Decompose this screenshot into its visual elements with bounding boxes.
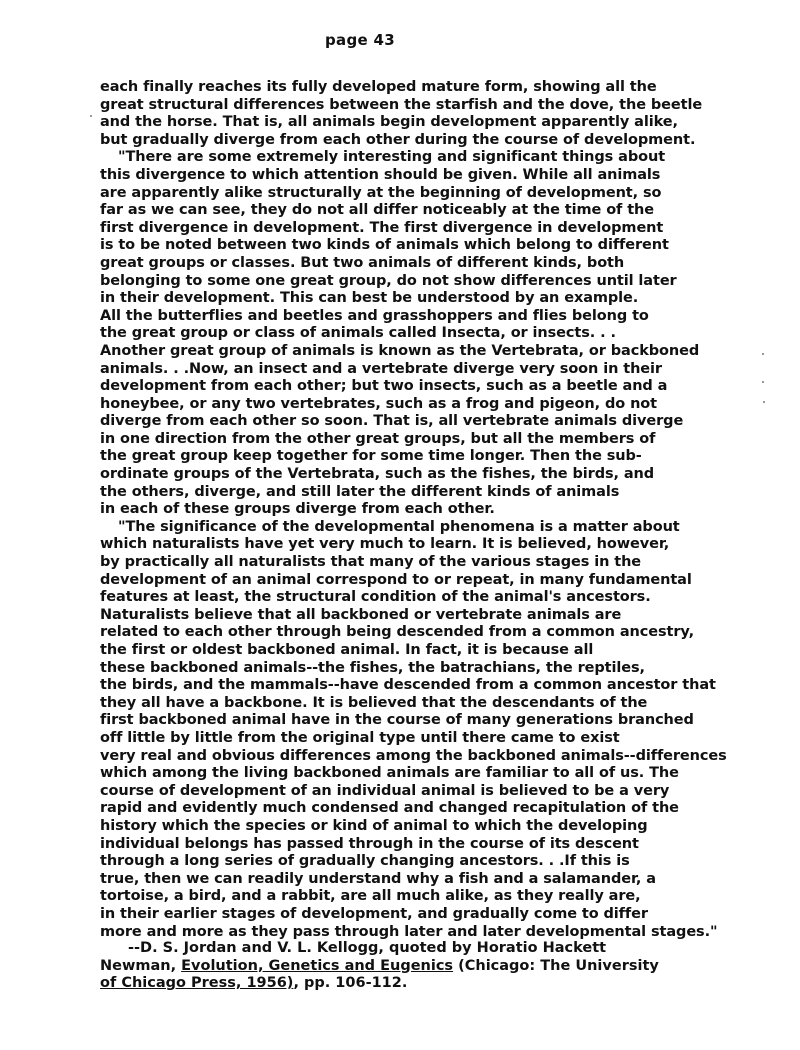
body-line: related to each other through being descended from a common ancestry,: [100, 624, 695, 641]
body-line: the great group or class of animals called Insecta, or insects. . .: [100, 325, 616, 342]
body-line: tortoise, a bird, and a rabbit, are all much alike, as they really are,: [100, 888, 641, 905]
body-line: in each of these groups diverge from each other.: [100, 501, 495, 518]
body-line: is to be noted between two kinds of animals which belong to different: [100, 237, 669, 254]
body-line: in their development. This can best be understood by an example.: [100, 290, 639, 307]
body-line: far as we can see, they do not all differ noticeably at the time of the: [100, 202, 655, 219]
body-line: the great group keep together for some time longer. Then the sub-: [100, 448, 642, 465]
book-title: Evolution, Genetics and Eugenics: [181, 957, 454, 974]
body-line: "There are some extremely interesting and significant things about: [118, 149, 666, 166]
body-line: Another great group of animals is known as the Vertebrata, or backboned: [100, 342, 700, 359]
body-line: are apparently alike structurally at the beginning of development, so: [100, 184, 662, 201]
body-line: but gradually diverge from each other during the course of development.: [100, 131, 696, 148]
body-line: which among the living backboned animals are familiar to all of us. The: [100, 765, 679, 782]
body-line: first divergence in development. The first divergence in development: [100, 219, 664, 236]
scan-speck: [90, 115, 92, 117]
scan-speck: [762, 381, 764, 383]
body-line: animals. . .Now, an insect and a vertebrate diverge very soon in their: [100, 360, 662, 377]
body-line: great groups or classes. But two animals of different kinds, both: [100, 254, 625, 271]
body-line: honeybee, or any two vertebrates, such as a frog and pigeon, do not: [100, 395, 657, 412]
body-line: first backboned animal have in the course of many generations branched: [100, 712, 694, 729]
body-line: these backboned animals--the fishes, the batrachians, the reptiles,: [100, 659, 645, 676]
body-line: great structural differences between the starfish and the dove, the beetle: [100, 96, 703, 113]
body-line: "The significance of the developmental phenomena is a matter about: [118, 518, 680, 535]
body-line: through a long series of gradually changing ancestors. . .If this is: [100, 853, 630, 870]
scan-speck: [762, 353, 764, 355]
citation-author-prefix: Newman,: [100, 957, 182, 974]
body-line: in one direction from the other great groups, but all the members of: [100, 430, 656, 447]
body-line: Naturalists believe that all backboned or vertebrate animals are: [100, 606, 622, 623]
body-line: features at least, the structural condition of the animal's ancestors.: [100, 589, 651, 606]
body-line: by practically all naturalists that many of the various stages in the: [100, 554, 642, 571]
body-line: the birds, and the mammals--have descended from a common ancestor that: [100, 677, 716, 694]
scan-speck: [763, 401, 765, 403]
body-line: individual belongs has passed through in the course of its descent: [100, 835, 639, 852]
body-line: this divergence to which attention should be given. While all animals: [100, 166, 661, 183]
body-line: diverge from each other so soon. That is, all vertebrate animals diverge: [100, 413, 684, 430]
body-line: the first or oldest backboned animal. In fact, it is because all: [100, 642, 594, 658]
citation-line-3: [100, 975, 760, 993]
body-line: the others, diverge, and still later the different kinds of animals: [100, 483, 620, 500]
body-line: off little by little from the original type until there came to exist: [100, 729, 620, 746]
body-line: each finally reaches its fully developed mature form, showing all the: [100, 79, 657, 95]
body-line: which naturalists have yet very much to learn. It is believed, however,: [100, 536, 670, 553]
citation-publisher-end: of Chicago Press, 1956): [100, 975, 294, 992]
body-line: belonging to some one great group, do not show differences until later: [100, 272, 677, 289]
body-line: ordinate groups of the Vertebrata, such as the fishes, the birds, and: [100, 466, 655, 483]
citation: [100, 940, 760, 993]
body-line: more and more as they pass through later and later developmental stages.": [100, 923, 718, 940]
citation-pages: , pp. 106-112.: [293, 975, 408, 992]
body-line: they all have a backbone. It is believed that the descendants of the: [100, 694, 648, 711]
citation-line-1: --D. S. Jordan and V. L. Kellogg, quoted by Horatio Hackett: [128, 940, 607, 956]
body-line: history which the species or kind of animal to which the developing: [100, 817, 648, 834]
body-line: very real and obvious differences among the backboned animals--differences: [100, 747, 727, 764]
page-number: page 43: [325, 31, 395, 49]
body-line: course of development of an individual animal is believed to be a very: [100, 782, 670, 799]
body-line: development from each other; but two insects, such as a beetle and a: [100, 378, 668, 395]
citation-line-2: [100, 958, 760, 976]
quoted-body-text: [100, 79, 760, 941]
body-line: rapid and evidently much condensed and changed recapitulation of the: [100, 800, 679, 817]
body-line: and the horse. That is, all animals begin development apparently alike,: [100, 114, 678, 131]
body-line: development of an animal correspond to or repeat, in many fundamental: [100, 571, 692, 588]
body-line: true, then we can readily understand why a fish and a salamander, a: [100, 870, 656, 887]
body-line: in their earlier stages of development, and gradually come to differ: [100, 905, 648, 922]
body-line: All the butterflies and beetles and grasshoppers and flies belong to: [100, 307, 649, 324]
citation-publisher-start: (Chicago: The University: [453, 957, 659, 974]
